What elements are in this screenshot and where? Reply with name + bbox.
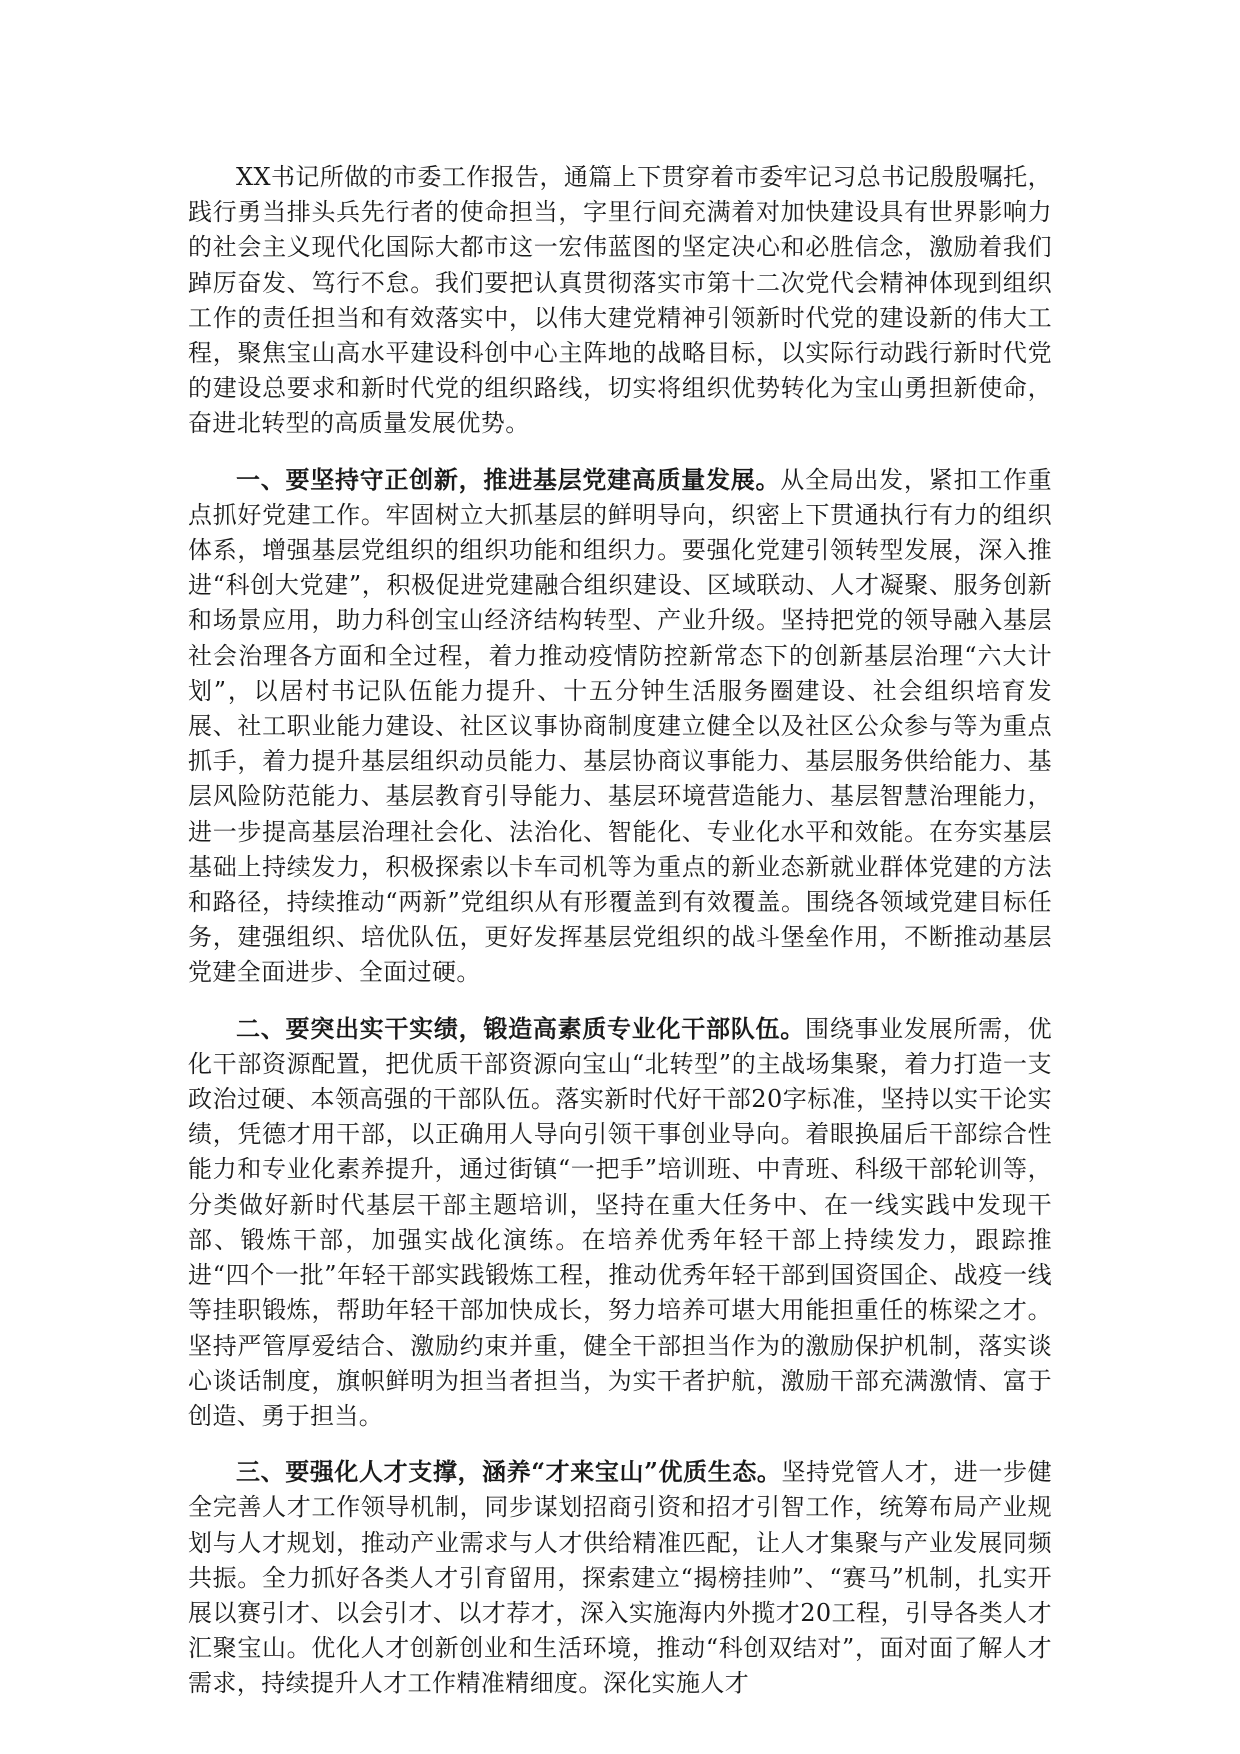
section-3-heading: 三、要强化人才支撑，涵养“才来宝山”优质生态。 (236, 1457, 782, 1487)
section-2-text: 围绕事业发展所需，优化干部资源配置，把优质干部资源向宝山“北转型”的主战场集聚，着力打造一支政治过硬、本领高强的干部队伍。落实新时代好干部20字标准，坚持以实干论实绩，凭德才用干部，以正确用人导向引领干事创业导向。着眼换届后干部综合性能力和专业化素养提升，通过街镇“一把手”培训班、中青班、科级干部轮训等，分类做好新时代基层干部主题培训，坚持在重大任务中、在一线实践中发现干部、锻炼干部，加强实战化演练。在培养优秀年轻干部上持续发力，跟踪推进“四个一批”年轻干部实践锻炼工程，推动优秀年轻干部到国资国企、战疫一线等挂职锻炼，帮助年轻干部加快成长，努力培养可堪大用能担重任的栋梁之才。坚持严管厚爱结合、激励约束并重，健全干部担当作为的激励保护机制，落实谈心谈话制度，旗帜鲜明为担当者担当，为实干者护航，激励干部充满激情、富于创造、勇于担当。 (188, 1014, 1053, 1430)
paragraph-intro-text: XX书记所做的市委工作报告，通篇上下贯穿着市委牢记习总书记殷殷嘱托，践行勇当排头兵先行者的使命担当，字里行间充满着对加快建设具有世界影响力的社会主义现代化国际大都市这一宏伟蓝图的坚定决心和必胜信念，激励着我们踔厉奋发、笃行不怠。我们要把认真贯彻落实市第十二次党代会精神体现到组织工作的责任担当和有效落实中，以伟大建党精神引领新时代党的建设新的伟大工程，聚焦宝山高水平建设科创中心主阵地的战略目标，以实际行动践行新时代党的建设总要求和新时代党的组织路线，切实将组织优势转化为宝山勇担新使命，奋进北转型的高质量发展优势。 (188, 163, 1052, 438)
section-1-heading: 一、要坚持守正创新，推进基层党建高质量发展。 (236, 464, 781, 494)
paragraph-intro (188, 160, 1052, 442)
paragraph-section-3 (188, 1454, 1052, 1701)
paragraph-section-2 (188, 1011, 1052, 1434)
section-1-text: 从全局出发，紧扣工作重点抓好党建工作。牢固树立大抓基层的鲜明导向，织密上下贯通执行有力的组织体系，增强基层党组织的组织功能和组织力。要强化党建引领转型发展，深入推进“科创大党建”，积极促进党建融合组织建设、区域联动、人才凝聚、服务创新和场景应用，助力科创宝山经济结构转型、产业升级。坚持把党的领导融入基层社会治理各方面和全过程，着力推动疫情防控新常态下的创新基层治理“六大计划”，以居村书记队伍能力提升、十五分钟生活服务圈建设、社会组织培育发展、社工职业能力建设、社区议事协商制度建立健全以及社区公众参与等为重点抓手，着力提升基层组织动员能力、基层协商议事能力、基层服务供给能力、基层风险防范能力、基层教育引导能力、基层环境营造能力、基层智慧治理能力，进一步提高基层治理社会化、法治化、智能化、专业化水平和效能。在夯实基层基础上持续发力，积极探索以卡车司机等为重点的新业态新就业群体党建的方法和路径，持续推动“两新”党组织从有形覆盖到有效覆盖。围绕各领域党建目标任务，建强组织、培优队伍，更好发挥基层党组织的战斗堡垒作用，不断推动基层党建全面进步、全面过硬。 (188, 465, 1052, 987)
paragraph-section-1 (188, 462, 1052, 991)
section-2-heading: 二、要突出实干实绩，锻造高素质专业化干部队伍。 (236, 1013, 805, 1043)
section-3-text: 坚持党管人才，进一步健全完善人才工作领导机制，同步谋划招商引资和招才引智工作，统筹布局产业规划与人才规划，推动产业需求与人才供给精准匹配，让人才集聚与产业发展同频共振。全力抓好各类人才引育留用，探索建立“揭榜挂帅”、“赛马”机制，扎实开展以赛引才、以会引才、以才荐才，深入实施海内外揽才20工程，引导各类人才汇聚宝山。优化人才创新创业和生活环境，推动“科创双结对”，面对面了解人才需求，持续提升人才工作精准精细度。深化实施人才 (188, 1458, 1053, 1698)
document-body (188, 160, 1052, 1722)
